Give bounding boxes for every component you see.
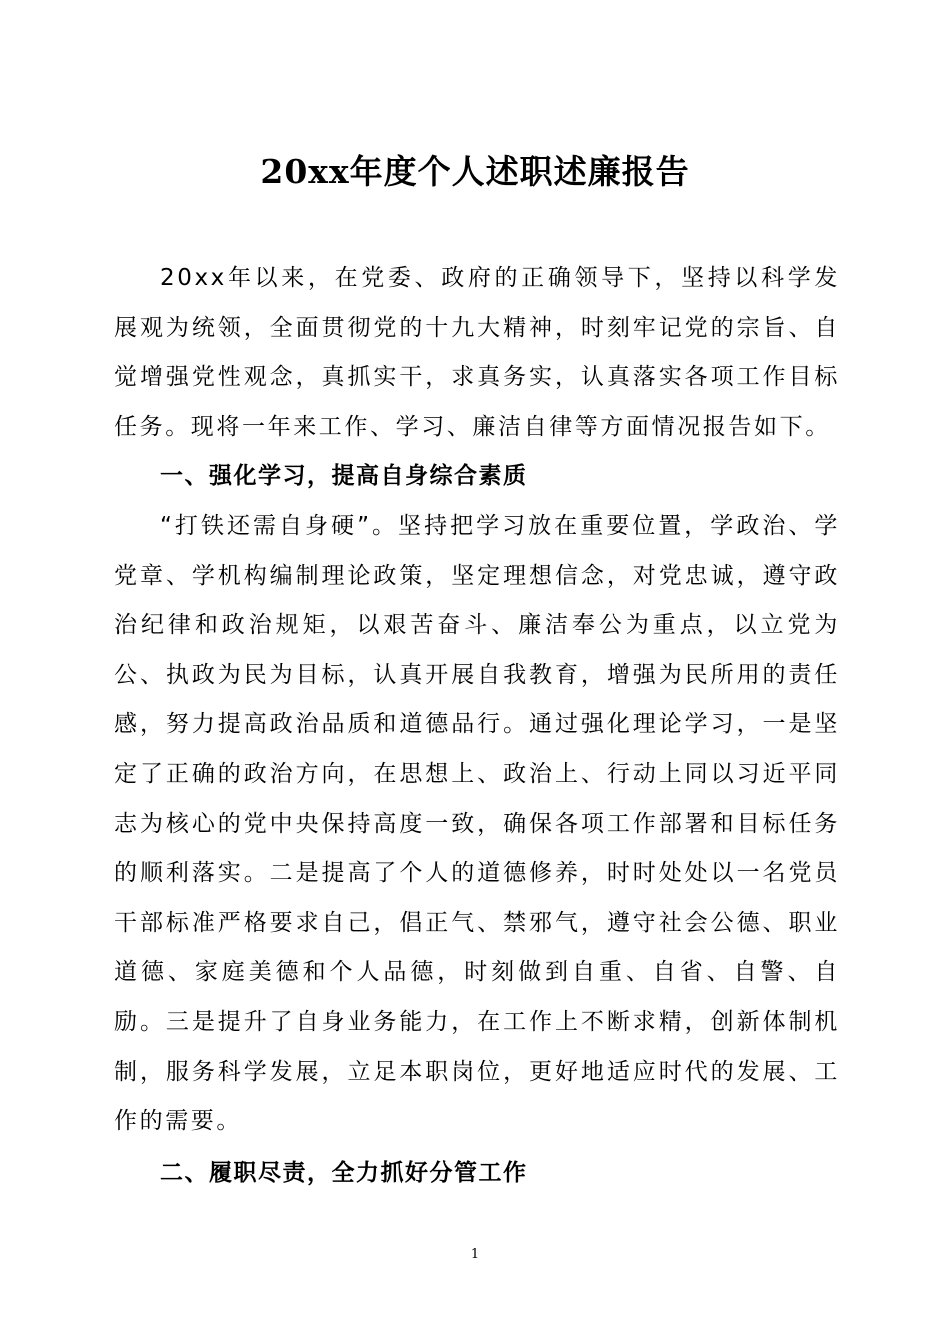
document-title: 20xx年度个人述职述廉报告 xyxy=(260,152,690,191)
page-number: 1 xyxy=(470,1247,480,1262)
section-1-heading: 一、强化学习，提高自身综合素质 xyxy=(160,463,528,490)
section-2-heading: 二、履职尽责，全力抓好分管工作 xyxy=(160,1159,528,1186)
intro-paragraph: 20xx年以来，在党委、政府的正确领导下，坚持以科学发展观为统领，全面贯彻党的十九大精神，时刻牢记党的宗旨、自觉增强党性观念，真抓实干，求真务实，认真落实各项工作目标任务。现将一年来工作、学习、廉洁自律等方面情况报告如下。 xyxy=(114,265,840,440)
document-body xyxy=(114,254,840,1198)
section-1-paragraph: “打铁还需自身硬”。坚持把学习放在重要位置，学政治、学党章、学机构编制理论政策，坚定理想信念，对党忠诚，遵守政治纪律和政治规矩，以艰苦奋斗、廉洁奉公为重点，以立党为公、执政为民为目标，认真开展自我教育，增强为民所用的责任感，努力提高政治品质和道德品行。通过强化理论学习，一是坚定了正确的政治方向，在思想上、政治上、行动上同以习近平同志为核心的党中央保持高度一致，确保各项工作部署和目标任务的顺利落实。二是提高了个人的道德修养，时时处处以一名党员干部标准严格要求自己，倡正气、禁邪气，遵守社会公德、职业道德、家庭美德和个人品德，时刻做到自重、自省、自警、自励。三是提升了自身业务能力，在工作上不断求精，创新体制机制，服务科学发展，立足本职岗位，更好地适应时代的发展、工作的需要。 xyxy=(114,512,840,1135)
